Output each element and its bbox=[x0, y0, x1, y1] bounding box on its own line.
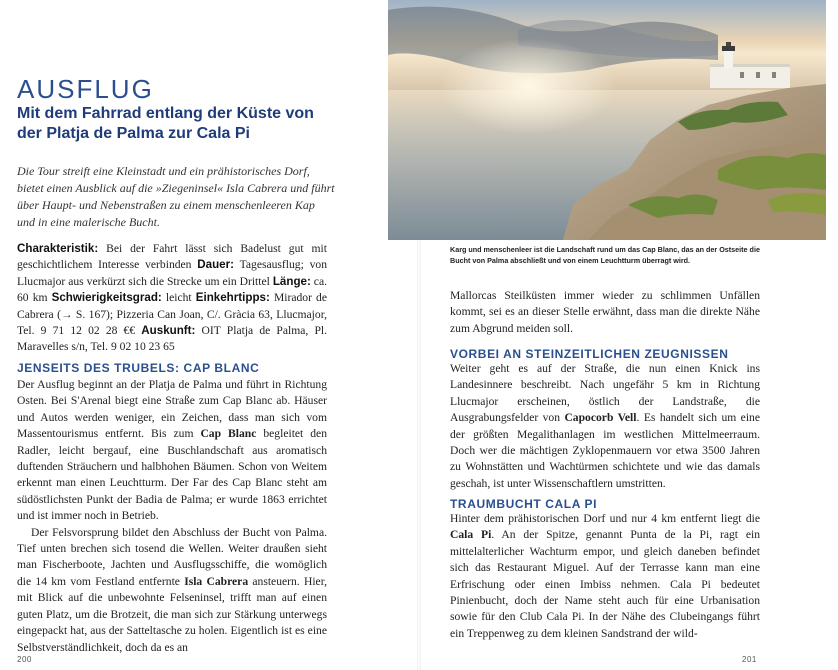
section-heading-cala-pi: TRAUMBUCHT CALA PI bbox=[450, 497, 598, 511]
fact-label-charakteristik: Charakteristik: bbox=[17, 242, 99, 255]
section-body-steinzeit bbox=[450, 361, 760, 492]
intro-paragraph: Die Tour streift eine Kleinstadt und ein prähistorisches Dorf, bietet einen Ausblick auf die »Ziegeninsel« Isla Cabrera und führt über Haupt- und Nebenstraßen zu einem menschenleeren Kap und in eine malerische Bucht. bbox=[17, 164, 335, 229]
text-run: Der Felsvorsprung bildet den Abschluss der Bucht von Palma. Tief unten brechen sich tosend die Wellen. Weiter draußen sieht man Fischerboote, Jachten und Ausflugsschiffe, die womöglich die 14 km vom Festland entfernte bbox=[17, 525, 327, 588]
paragraph: Mallorcas Steilküsten immer wieder zu schlimmen Unfällen kommt, sei es an dieser Stelle erwähnt, dass man die direkte Nähe zum Abgrund meiden soll. bbox=[450, 289, 760, 335]
page-subtitle: Mit dem Fahrrad entlang der Küste von der Platja de Palma zur Cala Pi bbox=[17, 105, 314, 142]
text-run: Hinter dem prähistorischen Dorf und nur 4 km entfernt liegt die bbox=[450, 512, 760, 525]
photo-caption: Karg und menschenleer ist die Landschaft rund um das Cap Blanc, das an der Ostseite die Bucht von Palma abschließt und von einem Leuchtturm überragt wird. bbox=[450, 245, 760, 265]
page-number-right: 201 bbox=[742, 655, 757, 664]
bold-term-isla-cabrera: Isla Cabrera bbox=[184, 574, 249, 588]
page-number-left: 200 bbox=[17, 655, 32, 664]
text-run: . Es handelt sich um eine der größten Megalithanlagen im westlichen Mittelmeerraum. Doch wer die mächtigen Zyklopenmauern vor etwa 3500 Jahren zu Wohnstätten und Wachtürmen schichtete und wie das damals geschah, ist unter Wissenschaftlern umstritten. bbox=[450, 411, 760, 490]
fact-label-auskunft: Auskunft: bbox=[141, 324, 196, 338]
section-body-cap-blanc bbox=[17, 377, 327, 656]
fact-text-schwierigkeit: leicht bbox=[161, 291, 196, 305]
text-run: Weiter geht es auf der Straße, die nun einen Knick ins Landesinnere beschreibt. Nach ungefähr 5 km in Richtung Llucmajor erscheinen, östlich der Landstraße, die Ausgrabungsfelder von bbox=[450, 362, 760, 425]
fact-text-auskunft: OIT Platja de Palma, Pl. Maravelles s/n, Tel. 9 02 10 23 65 bbox=[17, 324, 328, 354]
fact-text-dauer: Tagesausflug; von Llucmajor aus verkürzt sich die Strecke um ein Drittel bbox=[17, 258, 328, 288]
fact-text-einkehr: Mirador de Cabrera (→ S. 167); Pizzeria Can Joan, C/. Gràcia 63, Llucmajor, Tel. 9 71 12 02 28 €€ bbox=[17, 291, 327, 338]
text-run: ansteuern. Hier, mit Blick auf die unbewohnte Felseninsel, trifft man auf einen guten Platz, um die Brotzeit, die man sich zur Stärkung unterwegs eingepackt hat, aus der Satteltasche zu holen. Eigentlich ist es eine Selbstverständlichkeit, doch da es an bbox=[17, 574, 327, 654]
bold-term-cala-pi: Cala Pi bbox=[450, 528, 492, 542]
section-body-cala-pi bbox=[450, 511, 760, 642]
paragraph bbox=[17, 377, 327, 525]
fact-label-schwierigkeit: Schwierigkeitsgrad: bbox=[51, 291, 162, 305]
fact-text-laenge: ca. 60 km bbox=[17, 274, 327, 305]
paragraph bbox=[17, 525, 327, 656]
text-run: Der Ausflug beginnt an der Platja de Palma und führt in Richtung Osten. Bei S'Arenal biegt eine Straße zum Cap Blanc ab. Häuser und Autos werden weniger, ein Zeichen, dass man sich vom Massentourismus entfernt. Bis zum bbox=[17, 378, 327, 441]
page-title: AUSFLUG bbox=[17, 74, 154, 104]
bold-term-cap-blanc: Cap Blanc bbox=[200, 427, 257, 441]
text-run: . An der Spitze, genannt Punta de la Pi, ragt ein mittelalterlicher Wachturm empor, und gleich daneben befindet sich das Restaurant Miguel. Auf der Terrasse kann man eine Erfrischung oder einen Imbiss nehmen. Cala Pi bedeutet Pinienbucht, doch der Name steht auch für eine Urbanisation sowie für den Club Cala Pi. In der Nähe des Clubeingangs führt ein Treppenweg zu dem kleinen Sandstrand der wild- bbox=[450, 528, 760, 640]
lighthouse-photo bbox=[388, 0, 826, 240]
bold-term-capocorb-vell: Capocorb Vell bbox=[564, 411, 637, 425]
photo-illustration bbox=[388, 0, 826, 240]
text-run: begleitet den Radler, leicht bergauf, eine Buschlandschaft aus aromatisch duftenden Sträuchern und halbhohen Bäumen. Schon von Weitem erkennt man einen Leuchtturm. Der Far des Cap Blanc steht am südöstlichsten Punkt der Badia de Palma; er wurde 1863 errichtet und ist immer noch in Betrieb. bbox=[17, 427, 327, 523]
fact-text-charakteristik: Bei der Fahrt lässt sich Badelust gut mit geschichtlichem Interesse verbinden bbox=[17, 242, 327, 272]
fact-label-einkehr: Einkehrtipps: bbox=[195, 291, 270, 305]
facts-box bbox=[17, 241, 327, 356]
fact-label-dauer: Dauer: bbox=[197, 258, 235, 272]
section-heading-steinzeit: VORBEI AN STEINZEITLICHEN ZEUGNISSEN bbox=[450, 347, 729, 361]
fact-label-laenge: Länge: bbox=[272, 274, 311, 288]
section-heading-cap-blanc: JENSEITS DES TRUBELS: CAP BLANC bbox=[17, 361, 260, 375]
